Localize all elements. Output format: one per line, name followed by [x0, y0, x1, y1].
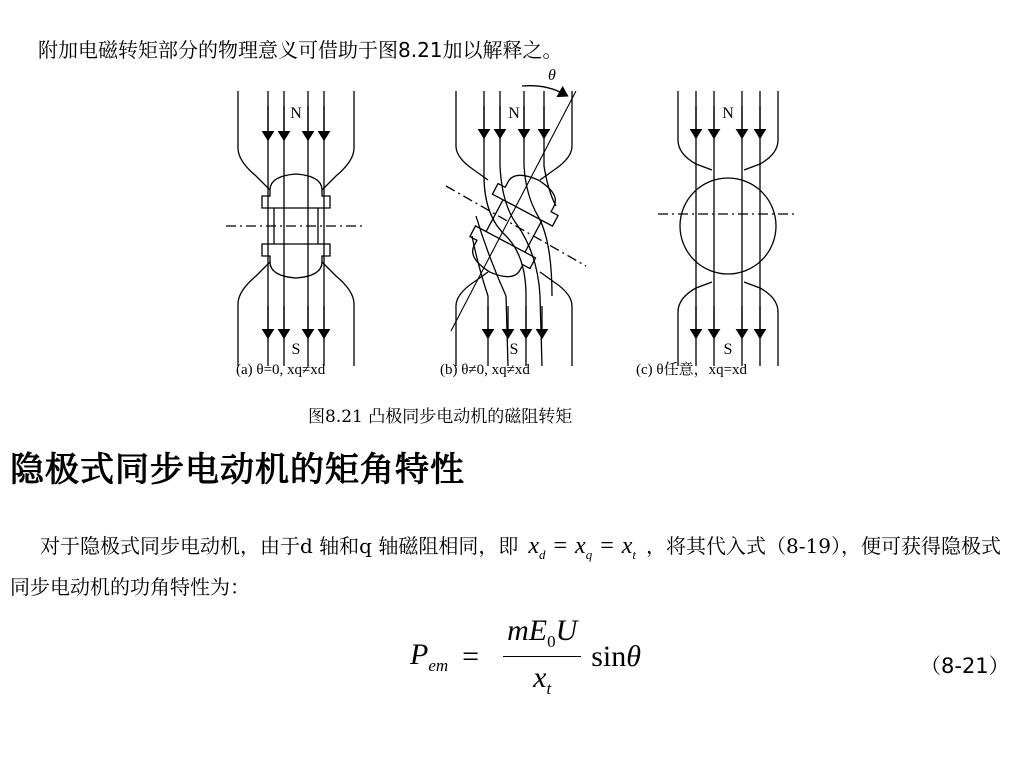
panel-c-caption: (c) θ任意，xq=xd — [636, 362, 748, 378]
power-angle-formula — [410, 614, 641, 699]
figure-8-21 — [226, 66, 796, 390]
formula-lhs: $P_{em}$ — [410, 637, 449, 675]
panel-a-north-label: N — [290, 105, 302, 122]
formula-sine: sinθ — [591, 639, 642, 673]
panel-b-caption: (b) θ≠0, xq≠xd — [440, 362, 530, 378]
formula-denominator: $x_t$ — [533, 661, 552, 698]
panel-b-north-label: N — [508, 105, 520, 122]
panel-b — [446, 86, 586, 366]
panel-c-north-label: N — [722, 105, 734, 122]
section-heading: 隐极式同步电动机的矩角特性 — [10, 450, 465, 490]
formula-numerator: $mE_0U$ — [503, 614, 581, 657]
equation-number: （8-21） — [920, 654, 1010, 678]
formula-fraction — [503, 614, 581, 699]
panel-b-south-label: S — [509, 341, 519, 358]
panel-c-south-label: S — [723, 341, 733, 358]
panel-b-angle-label: θ — [548, 67, 556, 84]
paragraph-part1: 对于隐极式同步电动机，由于d 轴和q 轴磁阻相同，即 — [40, 534, 519, 558]
figure-caption: 图8.21 凸极同步电动机的磁阻转矩 — [308, 407, 573, 427]
reluctance-torque-diagram — [226, 66, 796, 386]
panel-a-south-label: S — [291, 341, 301, 358]
panel-a-caption: (a) θ=0, xq≠xd — [236, 362, 326, 378]
paragraph-part2: ，将其代入式（8-19），便可获得隐极式同步电动机的功角特性为： — [10, 534, 1001, 599]
inline-equation: $x_d = x_q = x_t$ — [528, 533, 637, 562]
intro-text: 附加电磁转矩部分的物理意义可借助于图8.21加以解释之。 — [38, 38, 563, 62]
formula-equals: = — [462, 639, 480, 673]
body-paragraph — [10, 530, 1014, 604]
panel-c — [658, 91, 796, 366]
panel-a — [226, 91, 366, 366]
